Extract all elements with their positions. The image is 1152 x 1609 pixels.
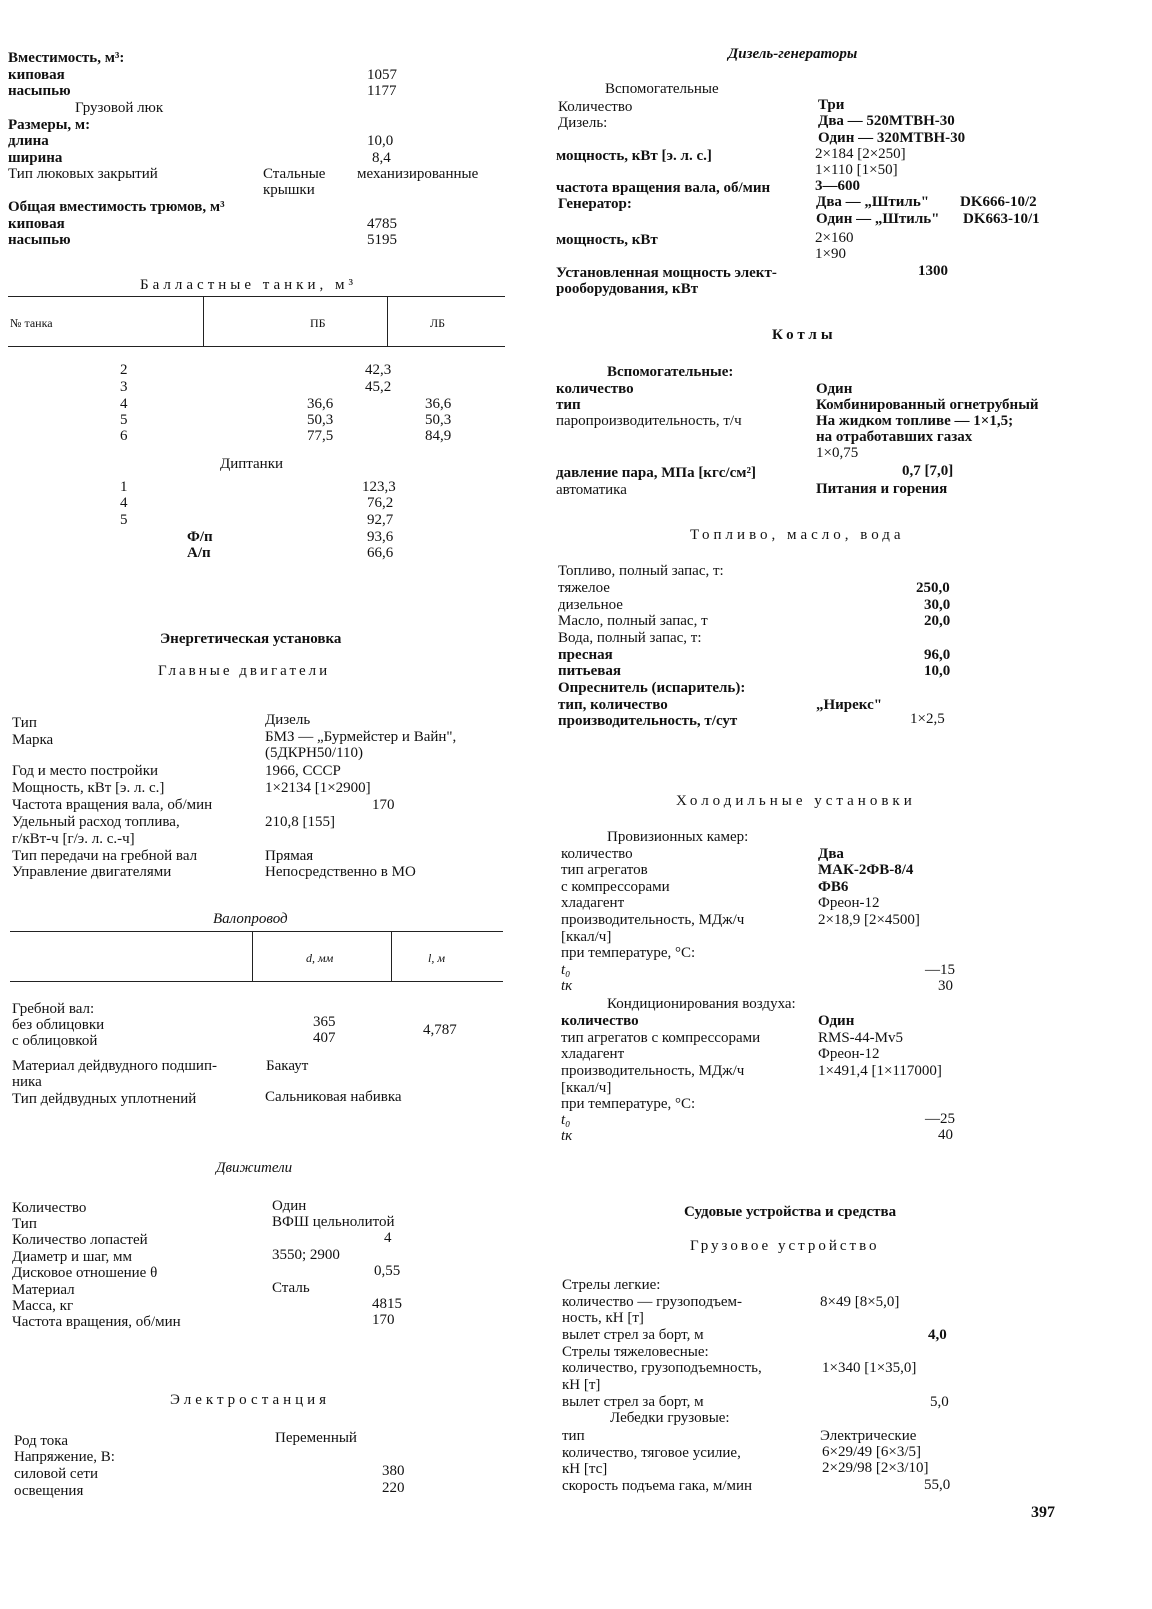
engine-rpm-value: 170: [372, 797, 395, 813]
engine-type-label: Тип: [12, 715, 37, 731]
light-value: 220: [382, 1480, 405, 1496]
desal-perf-label: производительность, т/сут: [558, 713, 738, 729]
refrig-t0-value: —15: [925, 962, 955, 978]
prop-qty-value: Один: [272, 1198, 307, 1214]
ballast-title: Балластные танки, м³: [140, 277, 357, 293]
voltage-label: Напряжение, В:: [14, 1449, 115, 1465]
heavy-reach-label: вылет стрел за борт, м: [562, 1394, 704, 1410]
engine-brand-value-2: (5ДКРН50/110): [265, 745, 364, 761]
ballast-row-n: 4: [120, 396, 128, 412]
hook-speed-label: скорость подъема гака, м/мин: [562, 1478, 753, 1494]
diptank-row-n: А/п: [187, 545, 211, 561]
refrig-perf-value: 2×18,9 [2×4500]: [818, 912, 920, 928]
water-drink-label: питьевая: [558, 663, 621, 679]
winch-qty-value-2: 2×29/98 [2×3/10]: [822, 1460, 929, 1476]
water-fresh-value: 96,0: [924, 647, 951, 663]
engine-rpm-label: Частота вращения вала, об/мин: [12, 797, 213, 813]
diesel-power-label: мощность, кВт [э. л. с.]: [556, 148, 712, 164]
heavy-booms-title: Стрелы тяжеловесные:: [562, 1344, 709, 1360]
gen-model-1: DK666-10/2: [960, 194, 1037, 210]
ballast-table-header-rule: [8, 346, 505, 347]
hatch-title: Грузовой люк: [75, 100, 164, 116]
winch-qty-value-1: 6×29/49 [6×3/5]: [822, 1444, 921, 1460]
light-qty-label-2: ность, кН [т]: [562, 1310, 644, 1326]
boilers-aux-title: Вспомогательные:: [607, 364, 734, 380]
power-net-label: силовой сети: [14, 1466, 99, 1482]
prop-diam-value: 3550; 2900: [272, 1247, 340, 1263]
fuel-reserve-title: Топливо, полный запас, т:: [558, 563, 724, 579]
prop-diam-label: Диаметр и шаг, мм: [12, 1249, 132, 1265]
refrig-tk-label: tк: [561, 978, 573, 994]
ac-t0-label: t₀: [561, 1112, 571, 1128]
total-title: Общая вместимость трюмов, м³: [8, 199, 225, 215]
electro-title: Электростанция: [170, 1392, 331, 1408]
diptank-row-v: 92,7: [367, 512, 394, 528]
heavy-qty-label-2: кН [т]: [562, 1377, 601, 1393]
col-tank: № танка: [10, 316, 53, 330]
ac-perf-label-1: производительность, МДж/ч: [561, 1063, 745, 1079]
engine-fuel-label-1: Удельный расход топлива,: [12, 814, 180, 830]
ballast-row-n: 2: [120, 362, 128, 378]
engine-type-value: Дизель: [265, 712, 311, 728]
refrig-comp-value: ФВ6: [818, 879, 849, 895]
diptank-row-v: 66,6: [367, 545, 394, 561]
desal-title: Опреснитель (испаритель):: [558, 680, 746, 696]
refrig-refr-label: хладагент: [561, 895, 625, 911]
engine-fuel-value: 210,8 [155]: [265, 814, 335, 830]
engine-fuel-label-2: г/кВт-ч [г/э. л. с.-ч]: [12, 831, 135, 847]
diesel-rpm-label: частота вращения вала, об/мин: [556, 180, 771, 196]
ballast-col-divider-1: [203, 297, 204, 347]
diptank-row-n: 5: [120, 512, 128, 528]
diptank-title: Диптанки: [220, 456, 284, 472]
bearing-label-1: Материал дейдвудного подшип-: [12, 1058, 217, 1074]
heavy-qty-label-1: количество, грузоподъемность,: [562, 1360, 762, 1376]
total-grain-value: 5195: [367, 232, 397, 248]
gen-power-value-1: 2×160: [815, 230, 854, 246]
boiler-pressure-label: давление пара, МПа [кгс/см²]: [556, 465, 756, 481]
prop-type-label: Тип: [12, 1216, 37, 1232]
boiler-steam-value-1: На жидком топливе — 1×1,5;: [816, 413, 1014, 429]
boiler-steam-value-2: на отработавших газах: [816, 429, 973, 445]
light-qty-label-1: количество — грузоподъем-: [562, 1294, 743, 1310]
width-label: ширина: [8, 150, 63, 166]
ballast-row-center: 42,3: [365, 362, 392, 378]
bearing-value: Бакаут: [266, 1058, 309, 1074]
diesel-value-1: Два — 520MTBH-30: [818, 113, 955, 129]
refrig-refr-value: Фреон-12: [818, 895, 880, 911]
ac-title: Кондиционирования воздуха:: [607, 996, 796, 1012]
prop-mass-label: Масса, кг: [12, 1298, 74, 1314]
ac-perf-label-2: [ккал/ч]: [561, 1080, 612, 1096]
ballast-col-divider-2: [387, 297, 388, 347]
ac-qty-value: Один: [818, 1013, 855, 1029]
bearing-label-2: ника: [12, 1074, 42, 1090]
engine-brand-value-1: БМЗ — „Бурмейстер и Вайн",: [265, 729, 457, 745]
light-booms-title: Стрелы легкие:: [562, 1277, 661, 1293]
shafting-table-header-rule: [10, 981, 503, 982]
grain-label: насыпью: [8, 83, 71, 99]
ac-temp-label: при температуре, °С:: [561, 1096, 696, 1112]
boiler-pressure-value: 0,7 [7,0]: [902, 463, 954, 479]
col-lb: ЛБ: [430, 316, 446, 330]
cover-value-2: механизированные: [357, 166, 479, 182]
desal-type-value: „Нирекс": [816, 697, 883, 713]
page-number: 397: [1031, 1504, 1055, 1521]
refrig-qty-label: количество: [561, 846, 633, 862]
diesel-qty-label: Количество: [558, 99, 633, 115]
diptank-row-n: Ф/п: [187, 529, 213, 545]
col-l: l, м: [428, 951, 445, 965]
propellers-title: Движители: [216, 1160, 293, 1176]
transmission-label: Тип передачи на гребной вал: [12, 848, 198, 864]
prop-disc-value: 0,55: [374, 1263, 401, 1279]
refrig-comp-label: с компрессорами: [561, 879, 670, 895]
refrig-qty-value: Два: [818, 846, 844, 862]
ship-devices-title: Судовые устройства и средства: [684, 1204, 897, 1220]
ballast-row-n: 3: [120, 379, 128, 395]
refrig-tk-value: 30: [938, 978, 953, 994]
winch-qty-label-1: количество, тяговое усилие,: [562, 1445, 741, 1461]
fuel-heavy-value: 250,0: [916, 580, 950, 596]
ac-t0-value: —25: [925, 1111, 955, 1127]
installed-value: 1300: [918, 263, 948, 279]
ballast-row-n: 5: [120, 412, 128, 428]
col-d: d, мм: [306, 951, 334, 965]
diptank-row-n: 4: [120, 495, 128, 511]
prop-blades-label: Количество лопастей: [12, 1232, 148, 1248]
boiler-auto-value: Питания и горения: [816, 481, 948, 497]
bale-label: киповая: [8, 67, 65, 83]
diesel-value-2: Один — 320MTBH-30: [818, 130, 966, 146]
prop-mat-label: Материал: [12, 1282, 75, 1298]
dims-title: Размеры, м:: [8, 117, 91, 133]
engine-brand-label: Марка: [12, 732, 54, 748]
boiler-qty-value: Один: [816, 381, 853, 397]
main-engines-title: Главные двигатели: [158, 663, 331, 679]
refrig-perf-label-1: производительность, МДж/ч: [561, 912, 745, 928]
cover-value-3: крышки: [263, 182, 315, 198]
diesel-qty-value: Три: [818, 97, 845, 113]
boiler-auto-label: автоматика: [556, 482, 627, 498]
prop-blades-value: 4: [384, 1230, 392, 1246]
boilers-title: Котлы: [772, 327, 837, 343]
engine-year-label: Год и место постройки: [12, 763, 159, 779]
winch-type-label: тип: [562, 1428, 585, 1444]
bale-value: 1057: [367, 67, 397, 83]
shafting-col-divider-2: [391, 932, 392, 982]
shafting-col-divider-1: [252, 932, 253, 982]
light-reach-label: вылет стрел за борт, м: [562, 1327, 704, 1343]
seal-value: Сальниковая набивка: [265, 1089, 402, 1105]
shafting-title: Валопровод: [213, 911, 288, 927]
refrig-temp-label: при температуре, °С:: [561, 945, 696, 961]
total-grain-label: насыпью: [8, 232, 71, 248]
current-value: Переменный: [275, 1430, 357, 1446]
length-label: длина: [8, 133, 49, 149]
ballast-row-n: 6: [120, 428, 128, 444]
length-value: 10,0: [367, 133, 394, 149]
diptank-row-v: 76,2: [367, 495, 394, 511]
col-pb: ПБ: [310, 316, 326, 330]
diptank-row-v: 93,6: [367, 529, 394, 545]
fuel-title: Топливо, масло, вода: [690, 527, 905, 543]
fuel-diesel-value: 30,0: [924, 597, 951, 613]
ballast-row-pb: 77,5: [307, 428, 334, 444]
shafting-table-top-rule: [10, 931, 503, 932]
engine-power-value: 1×2134 [1×2900]: [265, 780, 371, 796]
water-fresh-label: пресная: [558, 647, 613, 663]
shaft-length-value: 4,787: [423, 1022, 457, 1038]
shaft-label: Гребной вал:: [12, 1001, 95, 1017]
heavy-reach-value: 5,0: [930, 1394, 949, 1410]
gen-power-value-2: 1×90: [815, 246, 846, 262]
oil-value: 20,0: [924, 613, 951, 629]
winch-title: Лебедки грузовые:: [610, 1410, 730, 1426]
fuel-diesel-label: дизельное: [558, 597, 623, 613]
ballast-row-pb: 36,6: [307, 396, 334, 412]
diesel-power-value-2: 1×110 [1×50]: [815, 162, 898, 178]
power-net-value: 380: [382, 1463, 405, 1479]
diptank-row-n: 1: [120, 479, 128, 495]
boiler-steam-value-3: 1×0,75: [816, 445, 859, 461]
engine-control-label: Управление двигателями: [12, 864, 172, 880]
prop-disc-label: Дисковое отношение θ: [12, 1265, 158, 1281]
engine-year-value: 1966, СССР: [265, 763, 341, 779]
desal-type-label: тип, количество: [558, 697, 668, 713]
ballast-row-center: 45,2: [365, 379, 392, 395]
prop-type-value: ВФШ цельнолитой: [272, 1214, 395, 1230]
gen-power-label: мощность, кВт: [556, 232, 658, 248]
light-reach-value: 4,0: [928, 1327, 947, 1343]
prop-rpm-value: 170: [372, 1312, 395, 1328]
ballast-row-lb: 36,6: [425, 396, 452, 412]
ac-refr-label: хладагент: [561, 1046, 625, 1062]
ac-agg-label: тип агрегатов с компрессорами: [561, 1030, 761, 1046]
gen-value-1: Два — „Штиль": [816, 194, 930, 210]
ac-refr-value: Фреон-12: [818, 1046, 880, 1062]
installed-label-2: рооборудования, кВт: [556, 281, 699, 297]
gen-model-2: DK663-10/1: [963, 211, 1040, 227]
gen-value-2: Один — „Штиль": [816, 211, 940, 227]
engine-power-label: Мощность, кВт [э. л. с.]: [12, 780, 165, 796]
boiler-steam-label: паропроизводительность, т/ч: [556, 413, 742, 429]
ac-qty-label: количество: [561, 1013, 639, 1029]
light-label: освещения: [14, 1483, 84, 1499]
prop-qty-label: Количество: [12, 1200, 87, 1216]
ballast-row-lb: 50,3: [425, 412, 452, 428]
total-bale-label: киповая: [8, 216, 65, 232]
cargo-title: Грузовое устройство: [690, 1238, 880, 1254]
no-lining-value: 365: [313, 1014, 336, 1030]
diesel-aux-title: Вспомогательные: [605, 81, 719, 97]
cover-value-1: Стальные: [263, 166, 326, 182]
grain-value: 1177: [367, 83, 397, 99]
total-bale-value: 4785: [367, 216, 397, 232]
diesel-label: Дизель:: [558, 115, 608, 131]
engine-control-value: Непосредственно в МО: [265, 864, 416, 880]
gen-label: Генератор:: [558, 196, 632, 212]
diesel-rpm-value: 3—600: [815, 178, 860, 194]
ac-tk-value: 40: [938, 1127, 953, 1143]
desal-perf-value: 1×2,5: [910, 711, 945, 727]
ac-tk-label: tк: [561, 1128, 573, 1144]
capacity-title: Вместимость, м³:: [8, 50, 125, 66]
lining-label: с облицовкой: [12, 1033, 98, 1049]
width-value: 8,4: [372, 150, 391, 166]
diesel-title: Дизель-генераторы: [728, 46, 858, 62]
refrig-agg-value: МАК-2ФВ-8/4: [818, 862, 914, 878]
winch-qty-label-2: кН [тс]: [562, 1461, 608, 1477]
water-drink-value: 10,0: [924, 663, 951, 679]
ac-agg-value: RMS-44-Mv5: [818, 1030, 904, 1046]
prop-rpm-label: Частота вращения, об/мин: [12, 1314, 181, 1330]
cover-label: Тип люковых закрытий: [8, 166, 158, 182]
ac-perf-value: 1×491,4 [1×117000]: [818, 1063, 942, 1079]
hook-speed-value: 55,0: [924, 1477, 951, 1493]
no-lining-label: без облицовки: [12, 1017, 105, 1033]
power-section-title: Энергетическая установка: [160, 631, 342, 647]
boiler-qty-label: количество: [556, 381, 634, 397]
prov-title: Провизионных камер:: [607, 829, 749, 845]
seal-label: Тип дейдвудных уплотнений: [12, 1091, 197, 1107]
refrig-agg-label: тип агрегатов: [561, 862, 648, 878]
prop-mass-value: 4815: [372, 1296, 402, 1312]
ballast-row-lb: 84,9: [425, 428, 452, 444]
ballast-table-top-rule: [8, 296, 505, 297]
refrig-title: Холодильные установки: [676, 793, 916, 809]
refrig-t0-label: t₀: [561, 962, 571, 978]
refrig-perf-label-2: [ккал/ч]: [561, 929, 612, 945]
winch-type-value: Электрические: [820, 1428, 917, 1444]
oil-label: Масло, полный запас, т: [558, 613, 708, 629]
prop-mat-value: Сталь: [272, 1280, 310, 1296]
heavy-qty-value: 1×340 [1×35,0]: [822, 1360, 917, 1376]
current-label: Род тока: [14, 1433, 68, 1449]
boiler-type-value: Комбинированный огнетрубный: [816, 397, 1039, 413]
installed-label-1: Установленная мощность элект-: [556, 265, 777, 281]
diptank-row-v: 123,3: [362, 479, 396, 495]
diesel-power-value-1: 2×184 [2×250]: [815, 146, 906, 162]
ballast-row-pb: 50,3: [307, 412, 334, 428]
transmission-value: Прямая: [265, 848, 314, 864]
fuel-heavy-label: тяжелое: [558, 580, 610, 596]
lining-value: 407: [313, 1030, 336, 1046]
water-title: Вода, полный запас, т:: [558, 630, 702, 646]
boiler-type-label: тип: [556, 397, 581, 413]
light-qty-value: 8×49 [8×5,0]: [820, 1294, 900, 1310]
